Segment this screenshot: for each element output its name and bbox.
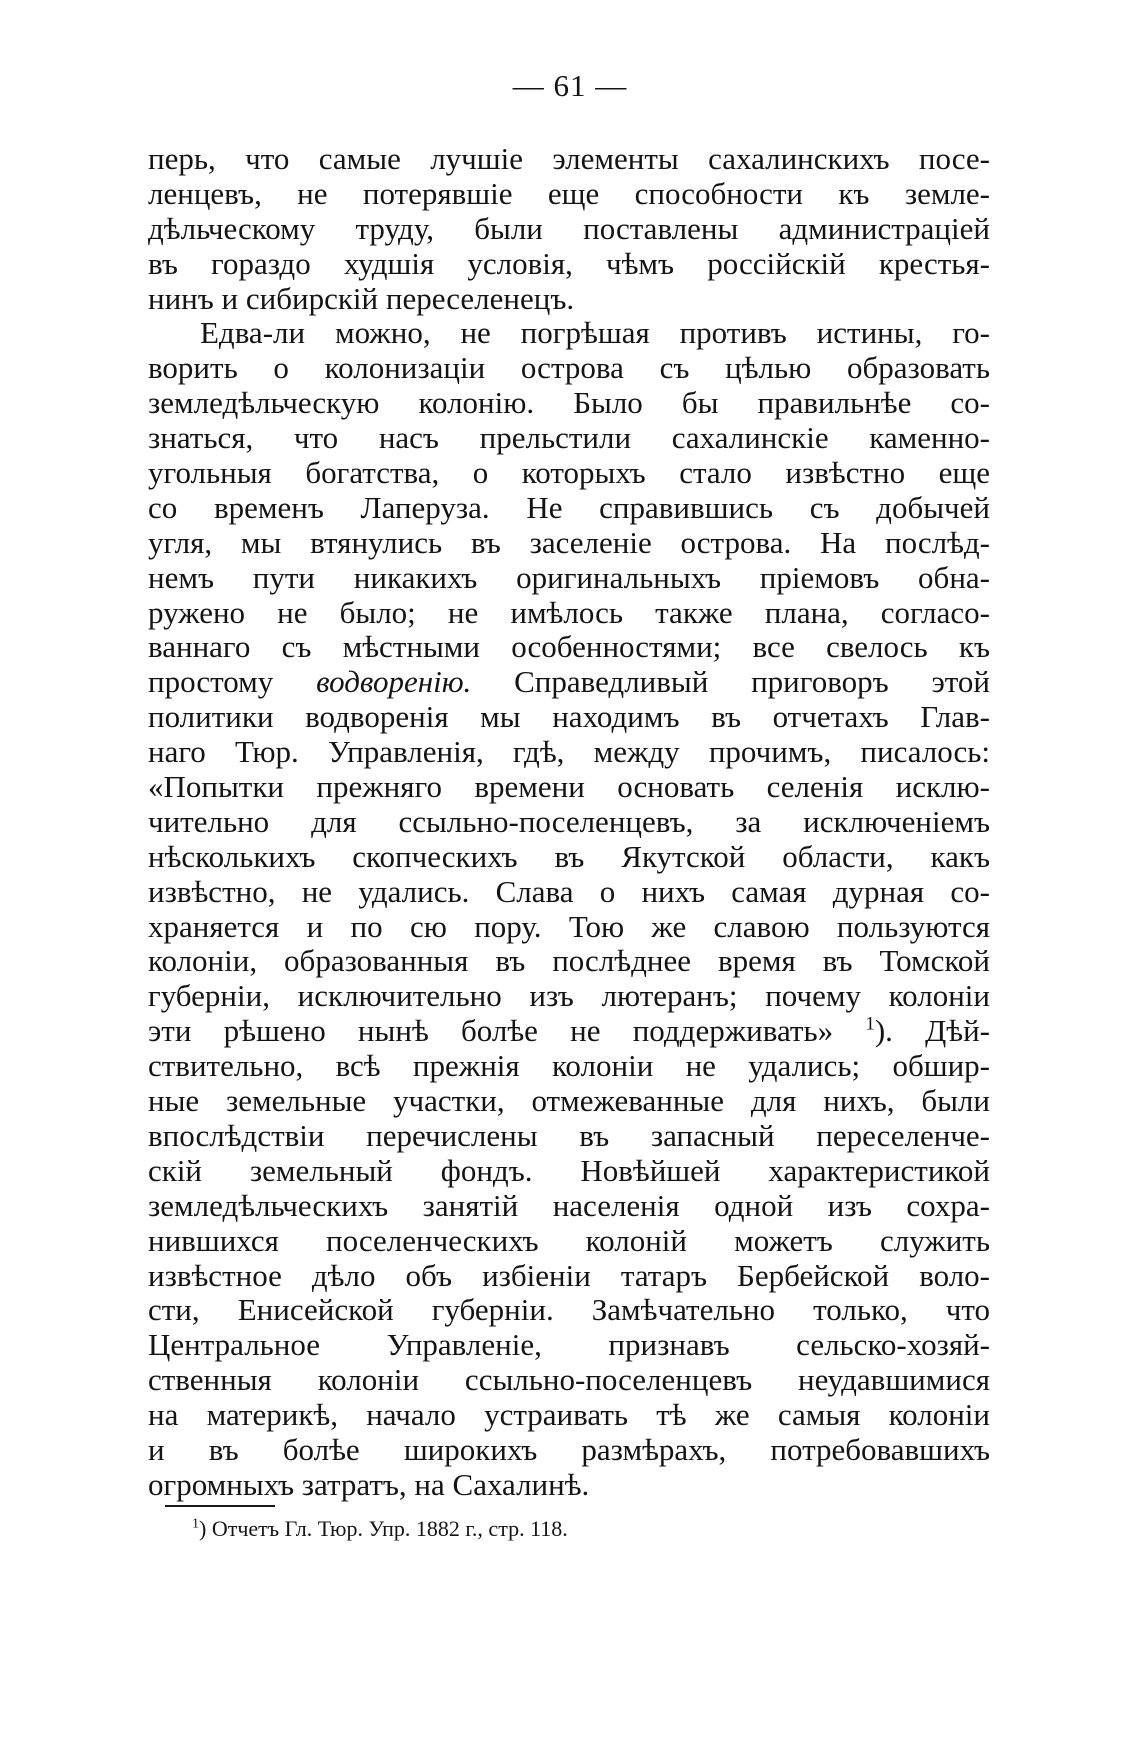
text-line: Едва-ли можно, не погрѣшая противъ истины, го- — [200, 315, 990, 351]
text-line: нившихся поселенческихъ колоній можетъ служить — [148, 1222, 990, 1258]
text-line: перь, что самые лучшіе элементы сахалинскихъ посе- — [148, 141, 990, 176]
text-line: скій земельный фондъ. Новѣйшей характеристикой — [148, 1152, 990, 1188]
text-line: ленцевъ, не потерявшіе еще способности къ земле- — [148, 175, 990, 211]
text-line: губерніи, исключительно изъ лютеранъ; почему колоніи — [148, 978, 990, 1014]
text-line: земледѣльческую колонію. Было бы правильнѣе со- — [148, 385, 990, 421]
text-line — [148, 665, 990, 700]
footnote — [192, 1514, 568, 1544]
text-line: угля, мы втянулись въ заселеніе острова. На послѣд- — [148, 524, 990, 560]
text-line: сти, Енисейской губерніи. Замѣчательно только, что — [148, 1292, 990, 1328]
text-line: ные земельные участки, отмежеванные для нихъ, были — [148, 1083, 990, 1119]
text-line: земледѣльческихъ занятій населенія одной изъ сохра- — [148, 1187, 990, 1223]
text-run: эти рѣшено нынѣ болѣе не поддерживать» — [148, 1013, 834, 1049]
text-line: знаться, что насъ прельстили сахалинскіе каменно- — [148, 420, 990, 456]
text-line: извѣстно, не удались. Слава о нихъ самая дурная со- — [148, 873, 990, 909]
text-run: Справедливый приговоръ этой — [514, 664, 990, 700]
text-line: извѣстное дѣло объ избіеніи татаръ Бербейской воло- — [148, 1257, 990, 1293]
text-line: въ гораздо худшія условія, чѣмъ россійскій крестья- — [148, 245, 990, 281]
text-line: немъ пути никакихъ оригинальныхъ пріемовъ обна- — [148, 559, 990, 595]
text-line: угольныя богатства, о которыхъ стало извѣстно еще — [148, 455, 990, 491]
text-line: со временъ Лаперуза. Не справившись съ добычей — [148, 489, 990, 525]
text-line — [148, 1014, 990, 1049]
text-line: ружено не было; не имѣлось также плана, согласо- — [148, 594, 990, 630]
text-line: нинъ и сибирскій переселенецъ. — [148, 280, 575, 316]
italic-run: водворенію. — [316, 664, 472, 700]
footnote-marker: 1 — [192, 1516, 199, 1532]
footnote-divider — [165, 1505, 275, 1507]
text-line: ворить о колонизаціи острова съ цѣлью образовать — [148, 350, 990, 386]
text-line: и въ болѣе широкихъ размѣрахъ, потребовавшихъ — [148, 1431, 990, 1467]
text-line: ствительно, всѣ прежнія колоніи не удались; обшир- — [148, 1048, 990, 1084]
text-line: впослѣдствіи перечислены въ запасный переселенче- — [148, 1117, 990, 1153]
text-line: наго Тюр. Управленія, гдѣ, между прочимъ, писалось: — [148, 734, 990, 770]
text-line: чительно для ссыльно-поселенцевъ, за исключеніемъ — [148, 803, 990, 839]
text-line: колоніи, образованныя въ послѣднее время въ Томской — [148, 943, 990, 979]
text-line: ственныя колоніи ссыльно-поселенцевъ неудавшимися — [148, 1362, 990, 1398]
text-line: ваннаго съ мѣстными особенностями; все свелось къ — [148, 629, 990, 665]
text-line: огромныхъ затратъ, на Сахалинѣ. — [148, 1466, 590, 1502]
page-number: — 61 — — [512, 68, 628, 103]
text-line: на материкѣ, начало устраивать тѣ же самыя колоніи — [148, 1397, 990, 1433]
text-run: ). Дѣй- — [874, 1013, 990, 1049]
footnote-reference[interactable]: 1 — [865, 1013, 875, 1035]
text-line: нѣсколькихъ скопческихъ въ Якутской области, какъ — [148, 838, 990, 874]
text-line: Центральное Управленіе, признавъ сельско-хозяй- — [148, 1327, 990, 1363]
body-text — [148, 142, 990, 1503]
footnote-text: ) Отчетъ Гл. Тюр. Упр. 1882 г., стр. 118. — [199, 1516, 568, 1541]
text-line: дѣльческому труду, были поставлены администраціей — [148, 210, 990, 246]
text-line: храняется и по сю пору. Тою же славою пользуются — [148, 908, 990, 944]
text-line: «Попытки прежняго времени основать селенія исклю- — [148, 769, 990, 805]
text-run: простому — [148, 664, 274, 700]
text-line: политики водворенія мы находимъ въ отчетахъ Глав- — [148, 699, 990, 735]
